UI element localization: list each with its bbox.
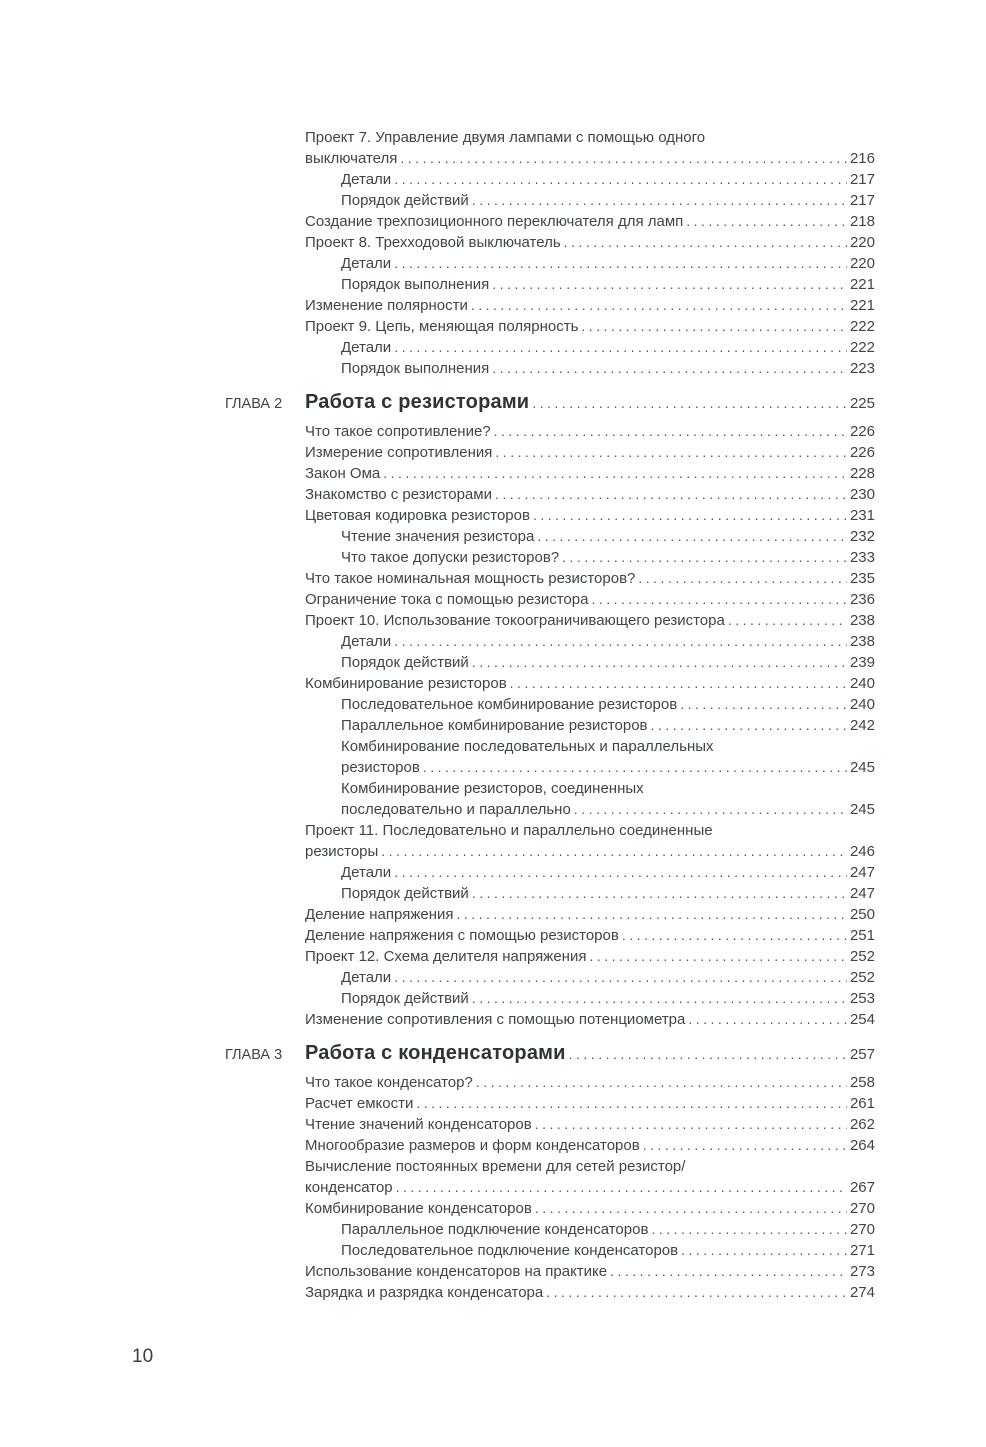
toc-entry-page: 225 <box>849 395 875 412</box>
toc-entry <box>305 967 875 988</box>
toc-entry-title-line: Проект 11. Последовательно и параллельно соединенные <box>305 822 713 839</box>
toc-entry-title: Создание трехпозиционного переключателя для ламп <box>305 213 684 230</box>
toc-entry-title: Чтение значения резистора <box>341 528 535 545</box>
toc-entry <box>305 736 875 778</box>
toc-entry-page: 231 <box>849 507 875 524</box>
toc-entry-title: Комбинирование конденсаторов <box>305 1200 532 1217</box>
toc-entry-title: Чтение значений конденсаторов <box>305 1116 532 1133</box>
dot-leader <box>591 589 847 610</box>
toc-entry-page: 245 <box>849 759 875 776</box>
toc-entry <box>305 1198 875 1219</box>
toc-entry-title-line: Проект 7. Управление двумя лампами с помощью одного <box>305 129 706 146</box>
dot-leader <box>492 274 847 295</box>
toc-entry-page: 221 <box>849 276 875 293</box>
toc-entry-page: 228 <box>849 465 875 482</box>
toc-entry <box>305 820 875 862</box>
dot-leader <box>535 1198 847 1219</box>
toc-entry-page: 267 <box>849 1179 875 1196</box>
dot-leader <box>581 316 847 337</box>
dot-leader <box>510 673 847 694</box>
toc-entry-title: Порядок действий <box>341 192 469 209</box>
toc-entry-page: 233 <box>849 549 875 566</box>
dot-leader <box>569 1041 847 1068</box>
toc-entry <box>305 547 875 568</box>
toc-entry-title: Что такое сопротивление? <box>305 423 491 440</box>
toc-entry-title: Проект 9. Цепь, меняющая полярность <box>305 318 579 335</box>
toc-entry <box>305 190 875 211</box>
toc-entry-title: Последовательное комбинирование резисторов <box>341 696 678 713</box>
dot-leader <box>476 1072 847 1093</box>
dot-leader <box>492 358 847 379</box>
dot-leader <box>533 505 847 526</box>
toc-entry-title: Многообразие размеров и форм конденсаторов <box>305 1137 640 1154</box>
toc-entry-title: выключателя <box>305 150 398 167</box>
toc-entry-title: Что такое номинальная мощность резисторов? <box>305 570 636 587</box>
toc-entry <box>305 421 875 442</box>
toc-entry-page: 240 <box>849 675 875 692</box>
toc-entry <box>305 274 875 295</box>
toc-entry <box>305 1135 875 1156</box>
toc-entry-page: 238 <box>849 633 875 650</box>
toc-entry-title: Детали <box>341 969 392 986</box>
dot-leader <box>651 1219 847 1240</box>
dot-leader <box>416 1093 847 1114</box>
toc-entry-page: 251 <box>849 927 875 944</box>
dot-leader <box>681 1240 847 1261</box>
toc-entry-title-line: Комбинирование резисторов, соединенных <box>341 780 644 797</box>
dot-leader <box>423 757 847 778</box>
toc-entry <box>305 1156 875 1198</box>
toc-entry-page: 252 <box>849 948 875 965</box>
toc-entry <box>305 589 875 610</box>
dot-leader <box>546 1282 847 1303</box>
toc-entry <box>305 862 875 883</box>
dot-leader <box>400 148 847 169</box>
toc-entry-title: конденсатор <box>305 1179 393 1196</box>
toc-entry <box>305 463 875 484</box>
toc-entry-title: Детали <box>341 339 392 356</box>
toc-entry-page: 232 <box>849 528 875 545</box>
toc-entry-page: 240 <box>849 696 875 713</box>
toc-entry-title: Цветовая кодировка резисторов <box>305 507 530 524</box>
toc-entry-page: 271 <box>849 1242 875 1259</box>
toc-entry-title: Детали <box>341 633 392 650</box>
toc-entry-title: Порядок действий <box>341 885 469 902</box>
dot-leader <box>680 694 847 715</box>
toc-entry-page: 217 <box>849 192 875 209</box>
toc-entry <box>305 337 875 358</box>
toc-entry-title: Работа с резисторами <box>305 391 530 413</box>
toc-entry-title: Параллельное подключение конденсаторов <box>341 1221 649 1238</box>
dot-leader <box>562 547 847 568</box>
toc-entry-page: 220 <box>849 255 875 272</box>
toc-entry <box>305 694 875 715</box>
toc-entry <box>305 652 875 673</box>
toc-entry <box>305 925 875 946</box>
toc-entry-page: 221 <box>849 297 875 314</box>
toc-entry-title: Порядок действий <box>341 990 469 1007</box>
toc <box>225 127 875 1303</box>
dot-leader <box>688 1009 847 1030</box>
toc-entry <box>305 1219 875 1240</box>
toc-entry-page: 262 <box>849 1116 875 1133</box>
toc-entry-title: Закон Ома <box>305 465 381 482</box>
toc-entry <box>305 778 875 820</box>
dot-leader <box>495 442 847 463</box>
dot-leader <box>537 526 847 547</box>
toc-entry <box>305 904 875 925</box>
toc-entry-page: 235 <box>849 570 875 587</box>
toc-entry-page: 216 <box>849 150 875 167</box>
dot-leader <box>610 1261 847 1282</box>
toc-entry-title: Комбинирование резисторов <box>305 675 507 692</box>
toc-entry <box>305 1009 875 1030</box>
toc-entry-title: Порядок выполнения <box>341 276 490 293</box>
toc-entry-title-line: Комбинирование последовательных и параллельных <box>341 738 714 755</box>
dot-leader <box>472 652 847 673</box>
toc-entry-page: 252 <box>849 969 875 986</box>
toc-entry-page: 270 <box>849 1221 875 1238</box>
toc-entry-title: Проект 10. Использование токоограничивающего резистора <box>305 612 725 629</box>
toc-entry-title: Измерение сопротивления <box>305 444 493 461</box>
chapter-label: ГЛАВА 2 <box>225 396 283 412</box>
toc-entry <box>305 232 875 253</box>
toc-entry-title: Детали <box>341 171 392 188</box>
toc-entry <box>305 295 875 316</box>
toc-entry-title: Детали <box>341 864 392 881</box>
toc-entry-page: 247 <box>849 864 875 881</box>
toc-entry <box>305 253 875 274</box>
dot-leader <box>381 841 847 862</box>
toc-entry-title-line: Вычисление постоянных времени для сетей резистор/ <box>305 1158 686 1175</box>
dot-leader <box>394 253 847 274</box>
toc-entry-title: Что такое допуски резисторов? <box>341 549 560 566</box>
toc-entry-title: резисторы <box>305 843 379 860</box>
dot-leader <box>589 946 847 967</box>
toc-entry-page: 247 <box>849 885 875 902</box>
toc-entry <box>305 673 875 694</box>
dot-leader <box>472 883 847 904</box>
toc-entry-page: 242 <box>849 717 875 734</box>
toc-entry-page: 239 <box>849 654 875 671</box>
toc-entry-page: 257 <box>849 1046 875 1063</box>
toc-entry-page: 222 <box>849 339 875 356</box>
dot-leader <box>532 390 847 417</box>
toc-entry <box>305 1261 875 1282</box>
toc-entry-page: 230 <box>849 486 875 503</box>
dot-leader <box>471 295 847 316</box>
toc-entry <box>305 442 875 463</box>
toc-entry-page: 236 <box>849 591 875 608</box>
toc-entry <box>305 883 875 904</box>
toc-entry <box>305 631 875 652</box>
toc-entry-page: 258 <box>849 1074 875 1091</box>
toc-entry-page: 222 <box>849 318 875 335</box>
toc-entry <box>305 211 875 232</box>
toc-entry <box>305 715 875 736</box>
dot-leader <box>643 1135 847 1156</box>
toc-entry-title: Порядок действий <box>341 654 469 671</box>
toc-entry <box>305 1093 875 1114</box>
dot-leader <box>728 610 847 631</box>
dot-leader <box>383 463 847 484</box>
toc-entry-title: Деление напряжения <box>305 906 454 923</box>
toc-entry <box>305 316 875 337</box>
toc-entry-title: Зарядка и разрядка конденсатора <box>305 1284 544 1301</box>
toc-entry-title: Проект 12. Схема делителя напряжения <box>305 948 587 965</box>
chapter-label: ГЛАВА 3 <box>225 1047 283 1063</box>
toc-entry <box>305 1282 875 1303</box>
toc-entry-page: 223 <box>849 360 875 377</box>
toc-entry-title: последовательно и параллельно <box>341 801 571 818</box>
toc-entry <box>305 169 875 190</box>
toc-entry-page: 238 <box>849 612 875 629</box>
toc-entry-page: 261 <box>849 1095 875 1112</box>
toc-chapter-entry <box>225 389 875 418</box>
toc-entry <box>305 946 875 967</box>
toc-entry-page: 218 <box>849 213 875 230</box>
dot-leader <box>472 988 847 1009</box>
toc-entry <box>305 1240 875 1261</box>
toc-entry-page: 220 <box>849 234 875 251</box>
footer-page-number: 10 <box>132 1346 154 1367</box>
dot-leader <box>394 631 847 652</box>
dot-leader <box>394 169 847 190</box>
toc-entry <box>305 526 875 547</box>
toc-entry-page: 264 <box>849 1137 875 1154</box>
dot-leader <box>394 862 847 883</box>
dot-leader <box>651 715 847 736</box>
toc-entry-page: 250 <box>849 906 875 923</box>
dot-leader <box>535 1114 847 1135</box>
toc-entry <box>305 988 875 1009</box>
toc-entry <box>305 1114 875 1135</box>
dot-leader <box>686 211 847 232</box>
toc-entry-page: 273 <box>849 1263 875 1280</box>
dot-leader <box>495 484 847 505</box>
toc-entry-page: 270 <box>849 1200 875 1217</box>
toc-entry <box>305 1072 875 1093</box>
toc-entry-title: Изменение сопротивления с помощью потенциометра <box>305 1011 686 1028</box>
dot-leader <box>638 568 847 589</box>
toc-entry-title: Что такое конденсатор? <box>305 1074 473 1091</box>
toc-entry-title: Параллельное комбинирование резисторов <box>341 717 648 734</box>
toc-entry-title: Последовательное подключение конденсаторов <box>341 1242 679 1259</box>
toc-chapter-entry <box>225 1040 875 1069</box>
toc-entry-title: Использование конденсаторов на практике <box>305 1263 608 1280</box>
dot-leader <box>622 925 847 946</box>
dot-leader <box>396 1177 847 1198</box>
toc-entry-title: резисторов <box>341 759 420 776</box>
toc-entry <box>305 610 875 631</box>
dot-leader <box>494 421 847 442</box>
toc-entry-page: 254 <box>849 1011 875 1028</box>
toc-entry <box>305 568 875 589</box>
toc-entry-title: Расчет емкости <box>305 1095 414 1112</box>
dot-leader <box>564 232 847 253</box>
dot-leader <box>456 904 846 925</box>
toc-entry <box>305 358 875 379</box>
toc-entry-page: 246 <box>849 843 875 860</box>
toc-entry <box>305 505 875 526</box>
toc-entry-title: Порядок выполнения <box>341 360 490 377</box>
dot-leader <box>394 967 847 988</box>
toc-entry-page: 217 <box>849 171 875 188</box>
toc-entry <box>305 484 875 505</box>
toc-entry-title: Деление напряжения с помощью резисторов <box>305 927 619 944</box>
toc-entry-page: 245 <box>849 801 875 818</box>
toc-entry-title: Проект 8. Трехходовой выключатель <box>305 234 561 251</box>
toc-entry-page: 253 <box>849 990 875 1007</box>
dot-leader <box>472 190 847 211</box>
toc-entry-page: 274 <box>849 1284 875 1301</box>
toc-entry-title: Изменение полярности <box>305 297 468 314</box>
toc-entry-title: Работа с конденсаторами <box>305 1042 566 1064</box>
toc-entry <box>305 127 875 169</box>
toc-entry-title: Знакомство с резисторами <box>305 486 492 503</box>
dot-leader <box>574 799 847 820</box>
toc-entry-title: Детали <box>341 255 392 272</box>
toc-entry-page: 226 <box>849 423 875 440</box>
toc-entry-title: Ограничение тока с помощью резистора <box>305 591 589 608</box>
dot-leader <box>394 337 847 358</box>
toc-entry-page: 226 <box>849 444 875 461</box>
